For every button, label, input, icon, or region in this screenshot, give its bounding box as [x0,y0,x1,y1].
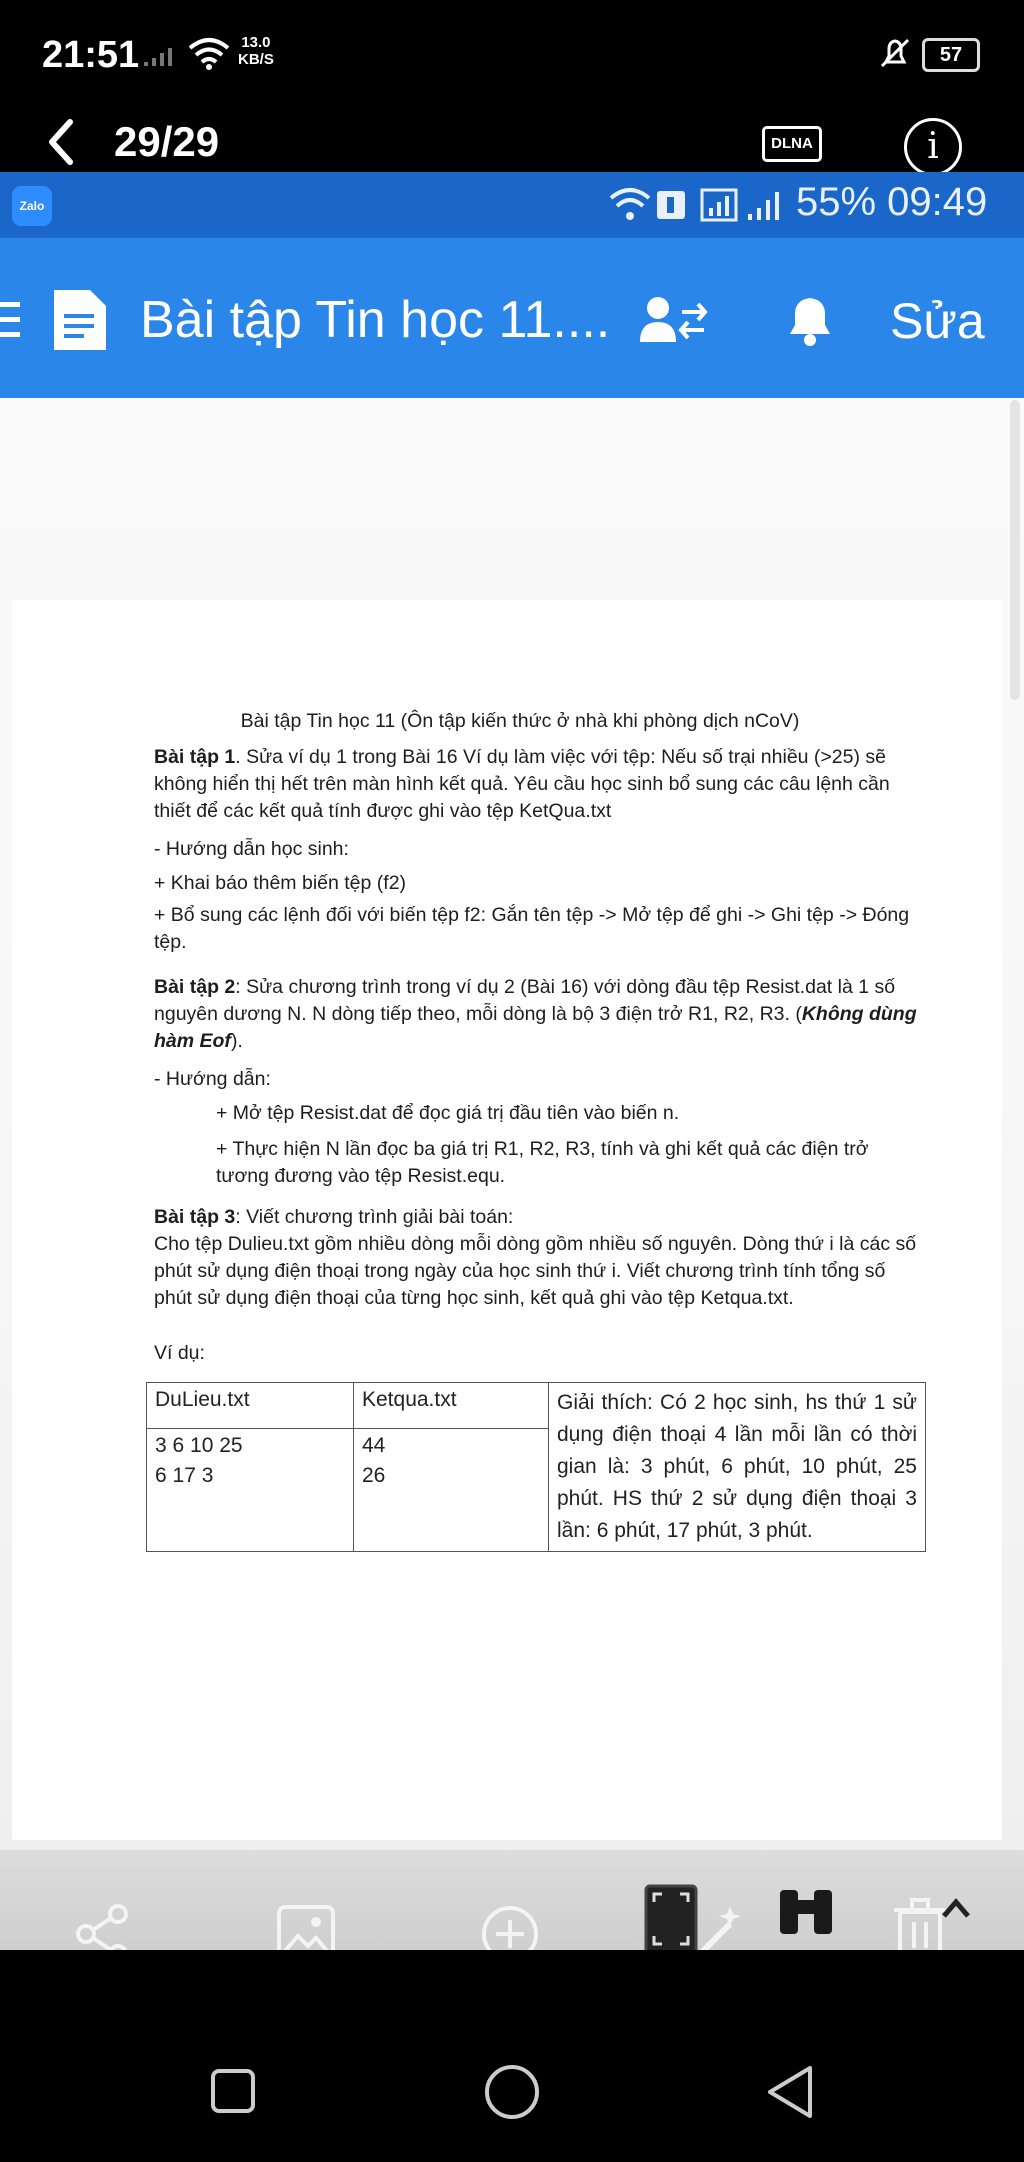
exercise-3-label: Bài tập 3 [154,1206,236,1228]
battery-indicator: 57 [922,38,980,72]
navigation-bar [0,1950,1024,2162]
exercise-2-guide: - Hướng dẫn: [154,1068,271,1090]
table-cell-explanation: Giải thích: Có 2 học sinh, hs thứ 1 sử dụng điện thoại 4 lần mỗi lần có thời gian là: 3 phút, 6 phút, 10 phút, 25 phút. HS thứ 2 sử dụng điện thoại 3 lần: 6 phút, 17 phút, 3 phút. [549,1383,926,1552]
example-table [146,1382,926,1552]
back-arrow-icon[interactable] [44,118,76,166]
inner-wifi-icon [608,186,652,222]
output-row-2: 26 [362,1464,386,1487]
outer-status-time: 21:51 [42,34,140,76]
example-label: Ví dụ: [154,1342,205,1364]
info-button[interactable]: i [904,118,962,176]
exercise-1-step-1: + Khai báo thêm biến tệp (f2) [154,872,407,894]
menu-icon[interactable] [0,300,24,340]
exercise-2-step-1: + Mở tệp Resist.dat để đọc giá trị đầu tiên vào biến n. [216,1102,680,1124]
document-icon [52,288,108,352]
cell-signal-icon [142,40,182,68]
alarm-muted-icon [878,36,912,70]
exercise-3-intro: : Viết chương trình giải bài toán: [235,1206,514,1228]
recent-apps-icon[interactable] [210,2068,256,2114]
exercise-2-step-2: + Thực hiện N lần đọc ba giá trị R1, R2, R3, tính và ghi kết quả các điện trở tương đương vào tệp Resist.equ. [216,1138,869,1187]
exercise-2-label: Bài tập 2 [154,976,236,998]
page-counter: 29/29 [114,118,220,165]
exercise-2-end: ). [230,1030,243,1052]
bell-icon[interactable] [782,292,838,348]
members-icon[interactable] [638,294,708,346]
exercise-2-text: : Sửa chương trình trong ví dụ 2 (Bài 16) với dòng đầu tệp Resist.dat là 1 số nguyên dương N. N dòng tiếp theo, mỗi dòng là bộ 3 điện trở R1, R2, R3. ( [154,976,896,1025]
input-row-2: 6 17 3 [155,1464,214,1487]
exercise-1-text: . Sửa ví dụ 1 trong Bài 16 Ví dụ làm việc với tệp: Nếu số trại nhiều (>25) sẽ không hiển thị hết trên màn hình kết quả. Yêu cầu học sinh bổ sung các câu lệnh cần thiết để các kết quả tính được ghi vào tệp KetQua.txt [154,746,890,822]
exercise-1-label: Bài tập 1 [154,746,236,768]
inner-status-text: 55% 09:49 [796,180,988,224]
inner-signal-icon [746,190,786,222]
exercise-2 [154,974,924,1055]
home-icon[interactable] [484,2064,540,2120]
dlna-button[interactable]: DLNA [762,126,822,162]
net-speed-unit: KB/S [238,51,274,68]
exercise-1 [154,744,924,825]
binoculars-icon[interactable] [776,1884,836,1940]
net-speed [238,34,274,68]
exercise-1-guide: - Hướng dẫn học sinh: [154,838,349,860]
wifi-icon [186,36,232,70]
exercise-2-note: Không dùng hàm Eof [154,1003,917,1052]
exercise-3-text: Cho tệp Dulieu.txt gồm nhiều dòng mỗi dòng gồm nhiều số nguyên. Dòng thứ i là các số phút sử dụng điện thoại trong ngày của học sinh thứ i. Viết chương trình tính tổng số phút sử dụng điện thoại của từng học sinh, kết quả ghi vào tệp Ketqua.txt. [154,1233,917,1309]
exercise-1-step-2: + Bổ sung các lệnh đối với biến tệp f2: Gắn tên tệp -> Mở tệp để ghi -> Ghi tệp -> Đóng tệp. [154,904,910,953]
table-cell-input-header: DuLieu.txt [147,1383,354,1429]
exercise-3 [154,1204,924,1312]
table-cell-output-data [354,1429,549,1552]
sim-icon [656,190,686,220]
table-cell-output-header: Ketqua.txt [354,1383,549,1429]
edit-title-button[interactable]: Sửa [890,293,985,349]
output-row-1: 44 [362,1434,386,1457]
input-row-1: 3 6 10 25 [155,1434,243,1457]
data-signal-icon [700,188,740,222]
net-speed-value: 13.0 [241,34,271,51]
zalo-app-icon: Zalo [12,186,52,226]
document-title: Bài tập Tin học 11 (Ôn tập kiến thức ở nhà khi phòng dịch nCoV) [240,710,800,732]
table-cell-input-data [147,1429,354,1552]
app-title: Bài tập Tin học 11.... [140,291,611,349]
scrollbar[interactable] [1010,400,1020,700]
back-nav-icon[interactable] [764,2064,816,2120]
